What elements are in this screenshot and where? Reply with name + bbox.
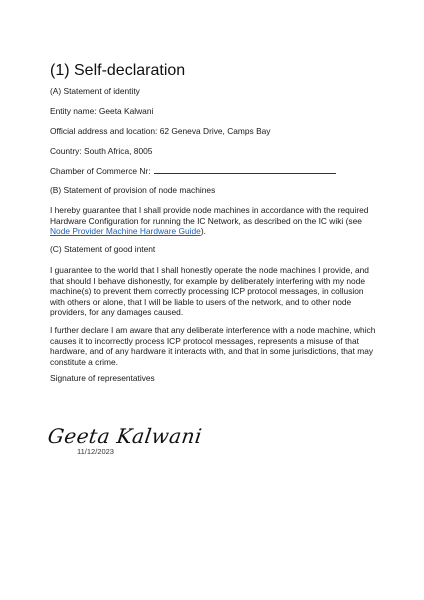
section-b-body-end: ). (200, 226, 206, 237)
chamber-of-commerce-label: Chamber of Commerce Nr: (50, 166, 151, 176)
hardware-guide-link[interactable]: Node Provider Machine Hardware Guide (50, 226, 201, 237)
section-c-paragraph-1: I guarantee to the world that I shall honestly operate the node machines I provide, and that should I behave dishonestly, for example by deliberately interfering with my node machine(s) to prevent them correctly processing ICP protocol messages, in collusion with others or alone, that I will be liable to users of the network, and to other node providers, for any damages caused. (50, 265, 369, 318)
page-title: (1) Self-declaration (50, 62, 186, 79)
signature-label: Signature of representatives (50, 373, 155, 383)
section-b-body (50, 205, 380, 237)
country: Country: South Africa, 8005 (50, 146, 153, 156)
official-address: Official address and location: 62 Geneva Drive, Camps Bay (50, 126, 271, 136)
entity-name: Entity name: Geeta Kalwani (50, 106, 154, 116)
handwritten-signature: Geeta Kalwani (46, 424, 204, 448)
section-c-heading: (C) Statement of good intent (50, 244, 156, 254)
chamber-of-commerce-blank-line (154, 166, 336, 174)
section-a-heading: (A) Statement of identity (50, 86, 140, 96)
section-c-paragraph-2: I further declare I am aware that any deliberate interference with a node machine, which causes it to incorrectly process ICP protocol messages, represents a misuse of that hardware, and of any hardware it interacts with, and that in some jurisdictions, that may constitute a crime. (50, 325, 376, 367)
section-b-body-text: I hereby guarantee that I shall provide node machines in accordance with the required Hardware Configuration for running the IC Network, as described on the IC wiki (see (50, 205, 369, 226)
section-b-heading: (B) Statement of provision of node machines (50, 185, 216, 195)
chamber-of-commerce (50, 166, 380, 177)
signature-date: 11/12/2023 (77, 447, 114, 456)
